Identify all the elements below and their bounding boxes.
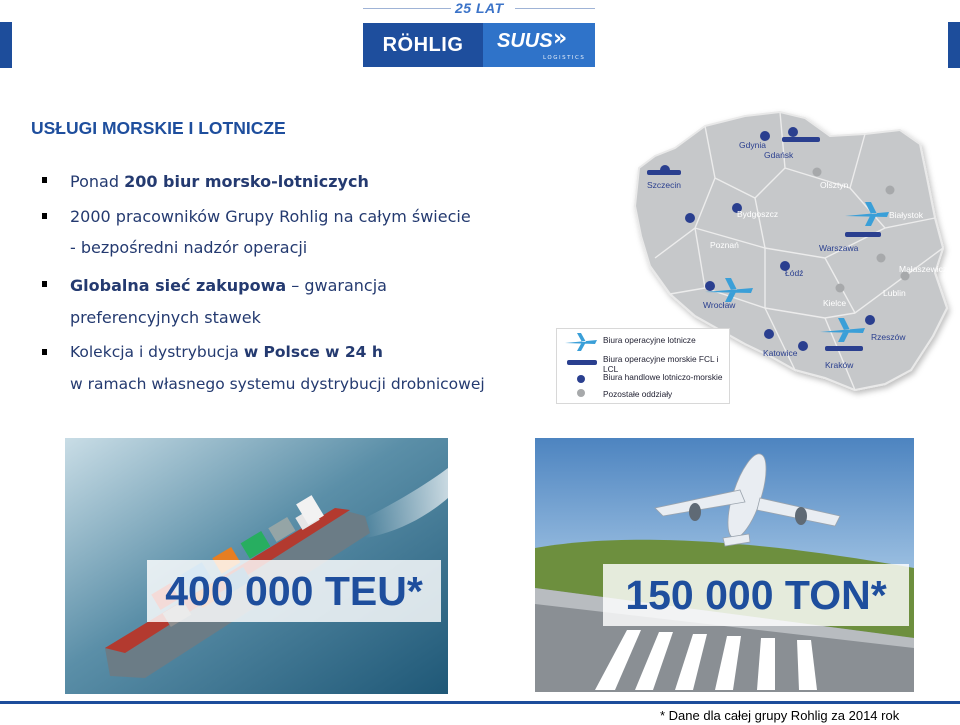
legend-icons bbox=[563, 333, 601, 399]
bullet-text: Ponad bbox=[70, 172, 125, 191]
branch-dot-icon bbox=[577, 389, 585, 397]
airplane-photo bbox=[535, 438, 914, 692]
city-label-lodz: Łódź bbox=[785, 268, 804, 278]
city-label-warszawa: Warszawa bbox=[819, 243, 859, 253]
container-ship-photo bbox=[65, 438, 448, 694]
bullet-text-bold: w Polsce w 24 h bbox=[243, 343, 383, 361]
left-accent-bar bbox=[0, 22, 12, 68]
city-label-bialystok: Białystok bbox=[889, 210, 924, 220]
bullet-text: Kolekcja i dystrybucja bbox=[70, 343, 244, 361]
air-volume-stat: 150 000 TON* bbox=[603, 564, 909, 626]
city-label-lublin: Lublin bbox=[883, 288, 906, 298]
sea-volume-stat: 400 000 TEU* bbox=[147, 560, 441, 622]
plane-icon bbox=[565, 333, 597, 351]
legend-sales-offices: Biura handlowe lotniczo-morskie bbox=[603, 372, 723, 382]
city-label-kielce: Kielce bbox=[823, 298, 847, 308]
bullet-icon bbox=[42, 281, 47, 287]
bullet-offices bbox=[70, 172, 369, 191]
anniversary-label: 25 LAT bbox=[455, 0, 504, 16]
city-label-malaszewicze: Małaszewicze bbox=[899, 264, 952, 274]
bullet-icon bbox=[42, 349, 47, 355]
company-logo bbox=[363, 23, 595, 67]
legend-air-offices: Biura operacyjne lotnicze bbox=[603, 335, 696, 345]
city-label-szczecin: Szczecin bbox=[647, 180, 682, 190]
quote-mark-icon: » bbox=[553, 26, 568, 51]
city-label-olsztyn: Olsztyn bbox=[820, 180, 849, 190]
city-label-rzeszow: Rzeszów bbox=[871, 332, 906, 342]
city-label-wroclaw: Wrocław bbox=[703, 300, 736, 310]
bullet-icon bbox=[42, 177, 47, 183]
city-label-katowice: Katowice bbox=[763, 348, 798, 358]
anniversary-line-left bbox=[363, 8, 451, 9]
city-label-gdansk: Gdańsk bbox=[764, 150, 794, 160]
suus-logo-text: SUUS bbox=[497, 30, 553, 52]
map-legend bbox=[556, 328, 730, 404]
section-title: USŁUGI MORSKIE I LOTNICZE bbox=[31, 118, 286, 138]
bullet-text: – gwarancja bbox=[286, 276, 387, 295]
bullet-text-bold: 200 biur morsko-lotniczych bbox=[124, 172, 369, 191]
legend-sea-offices: Biura operacyjne morskie FCL i LCL bbox=[603, 354, 719, 374]
city-label-poznan: Poznań bbox=[710, 240, 739, 250]
legend-other-branches: Pozostałe oddziały bbox=[603, 389, 673, 399]
bullet-employees: 2000 pracowników Grupy Rohlig na całym świecie bbox=[70, 207, 471, 226]
bullet-distribution bbox=[70, 343, 383, 361]
bullet-network-cont: preferencyjnych stawek bbox=[70, 308, 261, 327]
city-label-krakow: Kraków bbox=[825, 360, 854, 370]
city-label-bydgoszcz: Bydgoszcz bbox=[737, 209, 779, 219]
footnote: * Dane dla całej grupy Rohlig za 2014 rok bbox=[660, 708, 900, 723]
suus-logo bbox=[483, 23, 595, 67]
bottom-accent-bar bbox=[0, 701, 960, 704]
city-label-gdynia: Gdynia bbox=[739, 140, 766, 150]
office-dot-icon bbox=[577, 375, 585, 383]
bullet-icon bbox=[42, 213, 47, 219]
rohlig-logo-text: RÖHLIG bbox=[363, 23, 483, 67]
bullet-employees-cont: - bezpośredni nadzór operacji bbox=[70, 238, 308, 257]
bullet-text-bold: Globalna sieć zakupowa bbox=[70, 276, 287, 295]
bullet-distribution-cont: w ramach własnego systemu dystrybucji drobnicowej bbox=[70, 375, 485, 393]
ship-icon bbox=[567, 360, 597, 365]
logistics-label: LOGISTICS bbox=[543, 55, 586, 61]
right-accent-bar bbox=[948, 22, 960, 68]
bullet-network bbox=[70, 276, 387, 295]
anniversary-line-right bbox=[515, 8, 595, 9]
